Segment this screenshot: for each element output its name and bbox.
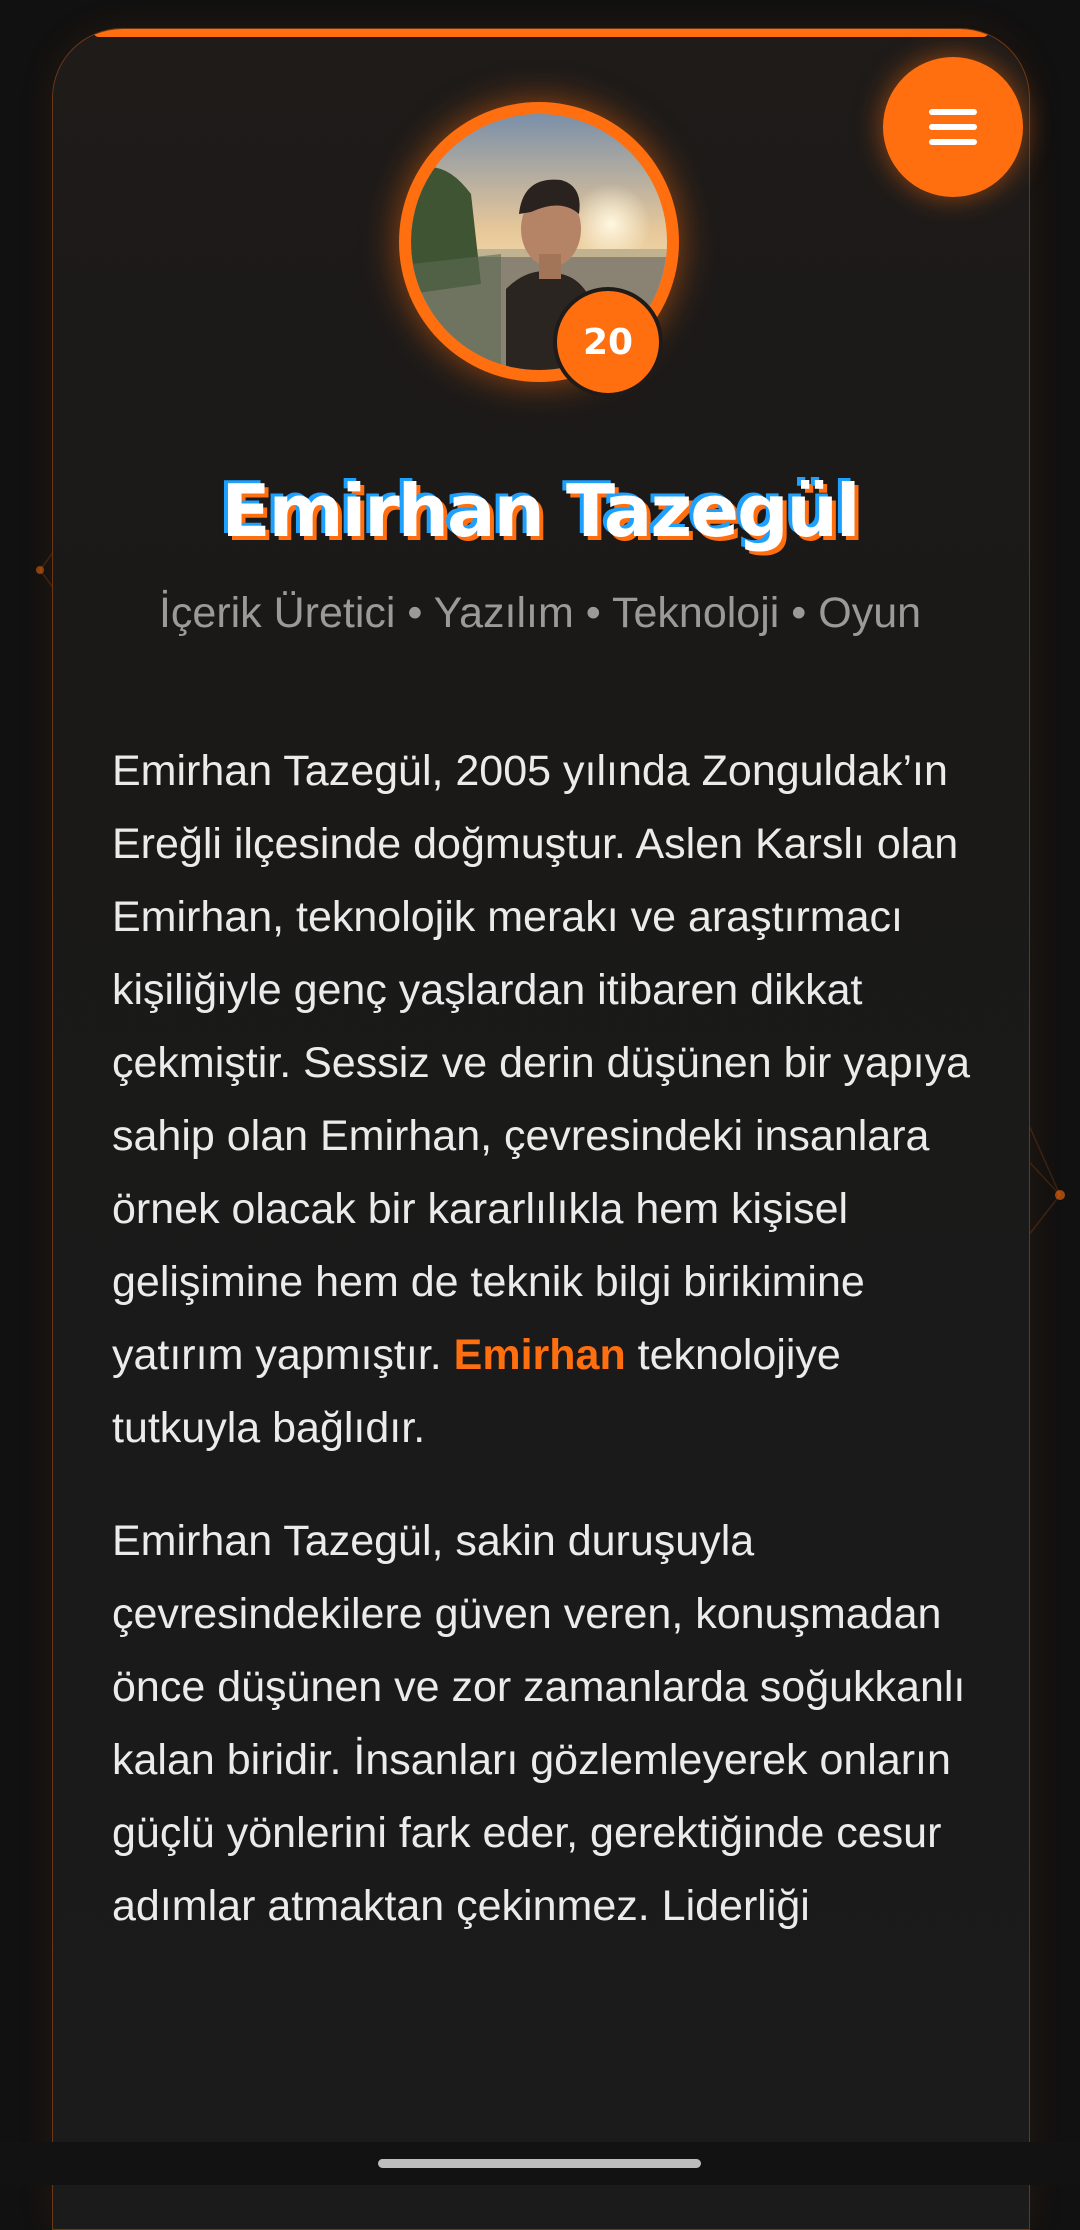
biography <box>112 735 972 1983</box>
bio-paragraph-1-text: Emirhan Tazegül, 2005 yılında Zonguldak’ın Ereğli ilçesinde doğmuştur. Aslen Karslı olan Emirhan, teknolojik merakı ve araştırmacı kişiliğiyle genç yaşlardan itibaren dikkat çekmiştir. Sessiz ve derin düşünen bir yapıya sahip olan Emirhan, çevresindeki insanlara örnek olacak bir kararlılıkla hem kişisel gelişimine hem de teknik bilgi birikimine yatırım yapmıştır. <box>112 747 971 1379</box>
bio-paragraph-1-end: teknolojiye tutkuyla bağlıdır. <box>112 1331 841 1452</box>
bio-paragraph-1 <box>112 735 972 1465</box>
card-accent-bar <box>93 29 989 37</box>
profile-name: Emirhan Tazegül <box>221 469 859 553</box>
home-indicator[interactable] <box>378 2159 701 2168</box>
bio-highlight-name: Emirhan <box>453 1331 626 1379</box>
age-badge: 20 <box>553 287 663 397</box>
profile-subtitle: İçerik Üretici • Yazılım • Teknoloji • Oyun <box>158 589 922 637</box>
hamburger-menu-icon <box>929 109 977 145</box>
bio-paragraph-2: Emirhan Tazegül, sakin duruşuyla çevresindekilere güven veren, konuşmadan önce düşünen ve zor zamanlarda soğukkanlı kalan biridir. İnsanları gözlemleyerek onların güçlü yönlerini fark eder, gerektiğinde cesur adımlar atmaktan çekinmez. Liderliği <box>112 1517 966 1930</box>
menu-button[interactable] <box>883 57 1023 197</box>
